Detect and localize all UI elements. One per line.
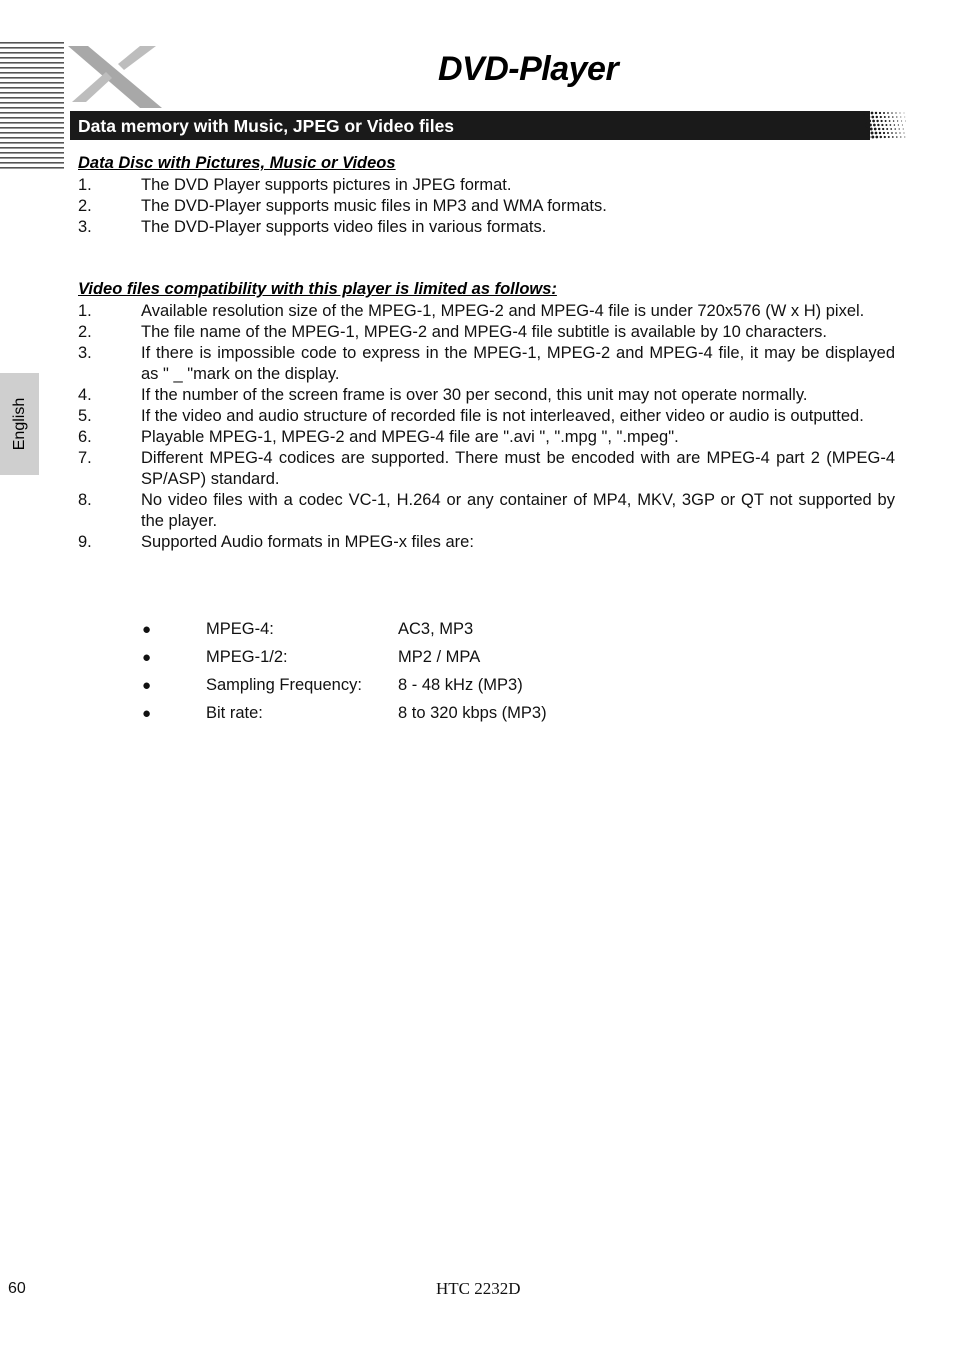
- audio-format-item: [142, 647, 742, 675]
- list-item-text: The DVD-Player supports music files in MP3 and WMA formats.: [141, 197, 607, 215]
- header-stripes-decoration: [0, 40, 64, 172]
- list-item-text: No video files with a codec VC-1, H.264 or any container of MP4, MKV, 3GP or QT not supported by the player.: [141, 491, 895, 530]
- list-item-number: 8.: [78, 491, 92, 509]
- language-side-tab-label: English: [10, 397, 28, 451]
- bullet-icon: ●: [142, 677, 152, 694]
- list-item-number: 2.: [78, 323, 92, 341]
- list-item: [78, 385, 895, 406]
- audio-format-item: [142, 703, 742, 731]
- list-item-number: 7.: [78, 449, 92, 467]
- list-item-text: If the video and audio structure of recorded file is not interleaved, either video or audio is outputted.: [141, 407, 864, 425]
- audio-format-key: Bit rate:: [206, 704, 263, 722]
- list-item-number: 6.: [78, 428, 92, 446]
- list-item-number: 4.: [78, 386, 92, 404]
- list-item-text: Available resolution size of the MPEG-1, MPEG-2 and MPEG-4 file is under 720x576 (W x H) pixel.: [141, 302, 865, 320]
- list-item: [78, 406, 895, 427]
- list-item-text: Playable MPEG-1, MPEG-2 and MPEG-4 file are ".avi ", ".mpg ", ".mpeg".: [141, 428, 679, 446]
- list-item: [78, 343, 895, 385]
- audio-format-key: MPEG-1/2:: [206, 648, 288, 666]
- list-item: [78, 448, 895, 490]
- list-item: [78, 217, 895, 238]
- list-item-number: 5.: [78, 407, 92, 425]
- section1-list: [78, 175, 895, 238]
- list-item: [78, 490, 895, 532]
- list-item-text: If there is impossible code to express in the MPEG-1, MPEG-2 and MPEG-4 file, it may be displayed as " _ "mark on the display.: [141, 344, 895, 383]
- list-item-text: The DVD-Player supports video files in various formats.: [141, 218, 547, 236]
- page-title: DVD-Player: [438, 50, 619, 88]
- section2-list: [78, 301, 895, 553]
- bullet-icon: ●: [142, 705, 152, 722]
- audio-format-value: AC3, MP3: [398, 620, 474, 638]
- list-item-text: If the number of the screen frame is over 30 per second, this unit may not operate normally.: [141, 386, 808, 404]
- x-brand-logo-icon: [66, 42, 170, 112]
- list-item-number: 3.: [78, 344, 92, 362]
- audio-format-key: Sampling Frequency:: [206, 676, 362, 694]
- list-item-text: Supported Audio formats in MPEG-x files are:: [141, 533, 474, 551]
- audio-format-key: MPEG-4:: [206, 620, 274, 638]
- list-item: [78, 301, 895, 322]
- list-item: [78, 175, 895, 196]
- bullet-icon: ●: [142, 621, 152, 638]
- bullet-icon: ●: [142, 649, 152, 666]
- audio-format-value: 8 to 320 kbps (MP3): [398, 704, 547, 722]
- halftone-dots-decoration: [862, 111, 906, 141]
- section-header-title: Data memory with Music, JPEG or Video files: [78, 116, 455, 136]
- language-side-tab: [0, 373, 39, 475]
- section1-heading: Data Disc with Pictures, Music or Videos: [78, 154, 396, 172]
- audio-format-value: 8 - 48 kHz (MP3): [398, 676, 523, 694]
- audio-formats-list: [142, 619, 742, 731]
- list-item-number: 3.: [78, 218, 92, 236]
- audio-format-value: MP2 / MPA: [398, 648, 481, 666]
- audio-format-item: [142, 675, 742, 703]
- list-item-text: Different MPEG-4 codices are supported. There must be encoded with are MPEG-4 part 2 (MPEG-4 SP/ASP) standard.: [141, 449, 895, 488]
- audio-format-item: [142, 619, 742, 647]
- list-item: [78, 532, 895, 553]
- footer-model-name: HTC 2232D: [436, 1279, 521, 1298]
- section2-heading: Video files compatibility with this player is limited as follows:: [78, 280, 557, 298]
- list-item: [78, 427, 895, 448]
- list-item-number: 2.: [78, 197, 92, 215]
- list-item-text: The DVD Player supports pictures in JPEG format.: [141, 176, 512, 194]
- list-item-text: The file name of the MPEG-1, MPEG-2 and MPEG-4 file subtitle is available by 10 characters.: [141, 323, 827, 341]
- list-item: [78, 322, 895, 343]
- list-item-number: 1.: [78, 302, 92, 320]
- list-item: [78, 196, 895, 217]
- page-number: 60: [8, 1280, 26, 1297]
- list-item-number: 9.: [78, 533, 92, 551]
- list-item-number: 1.: [78, 176, 92, 194]
